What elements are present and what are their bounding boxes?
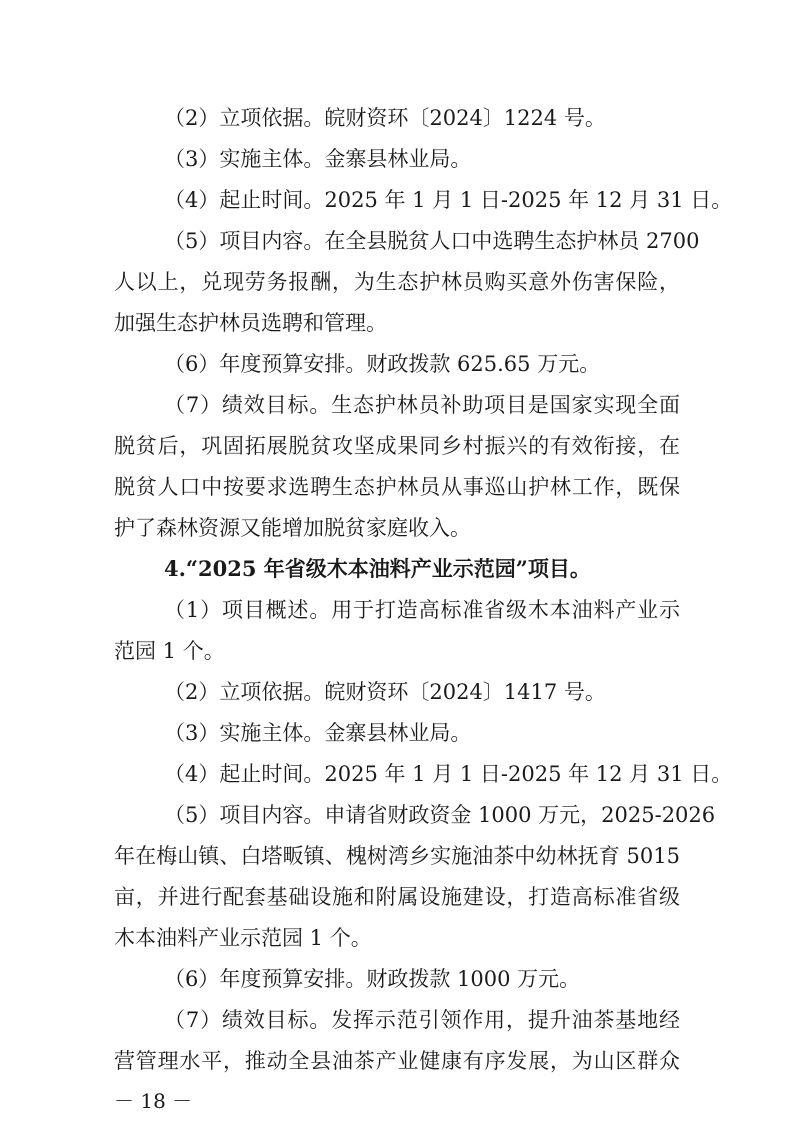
paragraph-line-text: （5）项目内容。在全县脱贫人口中选聘生态护林员 2700 (164, 229, 700, 253)
paragraph-line (0, 882, 793, 912)
paragraph-line: （3）实施主体。金寨县林业局。 (164, 147, 472, 171)
paragraph-line (0, 595, 793, 625)
paragraph-line (0, 841, 793, 871)
paragraph-line (0, 1005, 793, 1035)
paragraph-line: 木本油料产业示范园 1 个。 (114, 926, 372, 950)
paragraph-line-text: 年在梅山镇、白塔畈镇、槐树湾乡实施油茶中幼林抚育 5015 (114, 844, 680, 868)
paragraph-line (0, 226, 793, 256)
paragraph-line-text: （1）项目概述。用于打造高标准省级木本油料产业示 (164, 598, 680, 622)
paragraph-line-text: （7）绩效目标。发挥示范引领作用，提升油茶基地经 (164, 1008, 680, 1032)
paragraph-line-text: 人以上，兑现劳务报酬，为生态护林员购买意外伤害保险， (114, 270, 680, 294)
paragraph-line-text: 脱贫后，巩固拓展脱贫攻坚成果同乡村振兴的有效衔接，在 (114, 434, 680, 458)
paragraph-line (0, 472, 793, 502)
paragraph-line (0, 1046, 793, 1076)
paragraph-line (0, 267, 793, 297)
paragraph-line: 护了森林资源又能增加脱贫家庭收入。 (114, 516, 471, 540)
paragraph-line: 范园 1 个。 (114, 639, 225, 663)
paragraph-line-text: （7）绩效目标。生态护林员补助项目是国家实现全面 (164, 393, 680, 417)
paragraph-line-text: （5）项目内容。申请省财政资金 1000 万元，2025-2026 (164, 803, 716, 827)
paragraph-line: （2）立项依据。皖财资环〔2024〕1224 号。 (164, 106, 606, 130)
paragraph-line: （6）年度预算安排。财政拨款 625.65 万元。 (164, 352, 601, 376)
paragraph-line (0, 390, 793, 420)
paragraph-line-text: 营管理水平，推动全县油茶产业健康有序发展，为山区群众 (114, 1049, 680, 1073)
paragraph-line-text: 亩，并进行配套基础设施和附属设施建设，打造高标准省级 (114, 885, 680, 909)
paragraph-line (0, 431, 793, 461)
paragraph-line: （3）实施主体。金寨县林业局。 (164, 721, 472, 745)
paragraph-line (0, 800, 793, 830)
paragraph-line: （4）起止时间。2025 年 1 月 1 日-2025 年 12 月 31 日。 (164, 762, 733, 786)
paragraph-line: （6）年度预算安排。财政拨款 1000 万元。 (164, 967, 581, 991)
paragraph-line: （2）立项依据。皖财资环〔2024〕1417 号。 (164, 680, 606, 704)
paragraph-line: 加强生态护林员选聘和管理。 (114, 311, 387, 335)
section-heading: 4.“2025 年省级木本油料产业示范园”项目。 (164, 556, 591, 581)
paragraph-line: （4）起止时间。2025 年 1 月 1 日-2025 年 12 月 31 日。 (164, 188, 733, 212)
paragraph-line-text: 脱贫人口中按要求选聘生态护林员从事巡山护林工作，既保 (114, 475, 680, 499)
page-number: － 18 － (114, 1089, 193, 1113)
